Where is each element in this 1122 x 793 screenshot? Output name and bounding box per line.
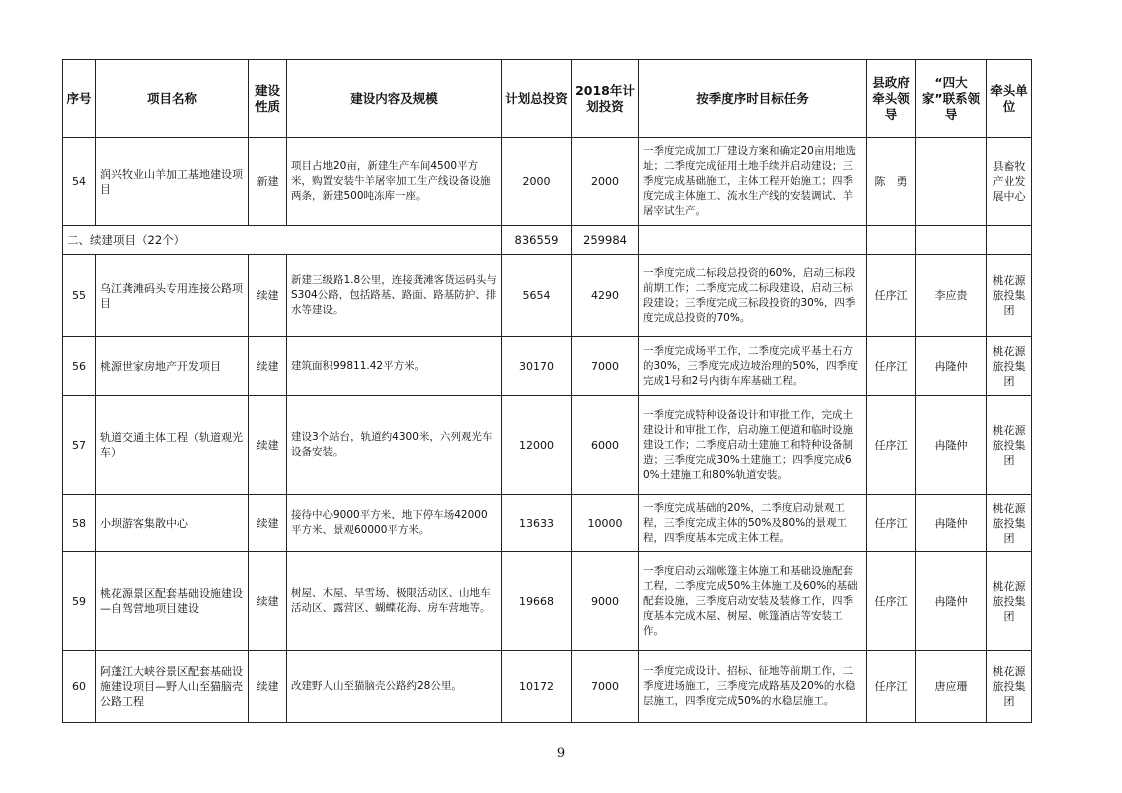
header-seq: 序号 xyxy=(63,60,96,138)
cell-four-leader: 冉隆仲 xyxy=(916,495,987,552)
cell-lead-unit: 桃花源旅投集团 xyxy=(987,255,1032,337)
cell-seq: 56 xyxy=(63,337,96,396)
cell-plan-2018: 7000 xyxy=(572,651,639,723)
cell-nature: 新建 xyxy=(249,138,287,226)
cell-tasks: 一季度完成特种设备设计和审批工作，完成土建设计和审批工作，启动施工便道和临时设施建设工作；二季度启动土建施工和特种设备制造；三季度完成30%土建施工；四季度完成60%土建施工和80%轨道安装。 xyxy=(639,396,867,495)
table-row xyxy=(63,138,1032,226)
cell-plan-total: 30170 xyxy=(502,337,572,396)
cell-plan-total: 12000 xyxy=(502,396,572,495)
header-nature: 建设性质 xyxy=(249,60,287,138)
header-plan-2018: 2018年计划投资 xyxy=(572,60,639,138)
section-label: 二、续建项目（22个） xyxy=(63,226,502,255)
table-row xyxy=(63,651,1032,723)
cell-county-leader: 任序江 xyxy=(867,255,916,337)
cell-name: 乌江龚滩码头专用连接公路项目 xyxy=(96,255,249,337)
cell-four-leader xyxy=(916,138,987,226)
cell-nature: 续建 xyxy=(249,396,287,495)
cell-plan-total: 10172 xyxy=(502,651,572,723)
cell-tasks: 一季度完成二标段总投资的60%，启动三标段前期工作；二季度完成二标段建设，启动三标段建设；三季度完成三标段投资的30%，四季度完成总投资的70%。 xyxy=(639,255,867,337)
header-four-leader: “四大家”联系领导 xyxy=(916,60,987,138)
cell-nature: 续建 xyxy=(249,255,287,337)
cell-four-leader: 唐应珊 xyxy=(916,651,987,723)
section-empty-cell xyxy=(639,226,867,255)
cell-content: 建设3个站台，轨道约4300米，六列观光车设备安装。 xyxy=(287,396,502,495)
section-empty-cell xyxy=(867,226,916,255)
cell-content: 改建野人山至猫脑壳公路约28公里。 xyxy=(287,651,502,723)
cell-plan-2018: 6000 xyxy=(572,396,639,495)
cell-name: 润兴牧业山羊加工基地建设项目 xyxy=(96,138,249,226)
cell-plan-2018: 10000 xyxy=(572,495,639,552)
cell-lead-unit: 桃花源旅投集团 xyxy=(987,495,1032,552)
cell-content: 建筑面积99811.42平方米。 xyxy=(287,337,502,396)
cell-nature: 续建 xyxy=(249,552,287,651)
cell-county-leader: 任序江 xyxy=(867,552,916,651)
cell-seq: 59 xyxy=(63,552,96,651)
cell-name: 桃源世家房地产开发项目 xyxy=(96,337,249,396)
cell-tasks: 一季度完成加工厂建设方案和确定20亩用地选址；二季度完成征用土地手续并启动建设；三季度完成基础施工，主体工程开始施工；四季度完成主体施工、流水生产线的安装调试、羊屠宰试生产。 xyxy=(639,138,867,226)
cell-county-leader: 任序江 xyxy=(867,396,916,495)
cell-four-leader: 李应贵 xyxy=(916,255,987,337)
table-row xyxy=(63,495,1032,552)
header-name: 项目名称 xyxy=(96,60,249,138)
cell-tasks: 一季度完成场平工作，二季度完成平基土石方的30%，三季度完成边坡治理的50%，四季度完成1号和2号内街车库基础工程。 xyxy=(639,337,867,396)
cell-content: 新建三级路1.8公里，连接龚滩客货运码头与S304公路，包括路基、路面、路基防护、排水等建设。 xyxy=(287,255,502,337)
cell-plan-2018: 9000 xyxy=(572,552,639,651)
cell-name: 轨道交通主体工程（轨道观光车） xyxy=(96,396,249,495)
table-row xyxy=(63,255,1032,337)
cell-seq: 55 xyxy=(63,255,96,337)
section-empty-cell xyxy=(916,226,987,255)
cell-name: 阿蓬江大峡谷景区配套基础设施建设项目—野人山至猫脑壳公路工程 xyxy=(96,651,249,723)
cell-four-leader: 冉隆仲 xyxy=(916,396,987,495)
cell-nature: 续建 xyxy=(249,495,287,552)
cell-lead-unit: 桃花源旅投集团 xyxy=(987,552,1032,651)
header-county-leader: 县政府牵头领导 xyxy=(867,60,916,138)
cell-nature: 续建 xyxy=(249,651,287,723)
cell-county-leader: 任序江 xyxy=(867,337,916,396)
cell-lead-unit: 桃花源旅投集团 xyxy=(987,396,1032,495)
cell-content: 树屋、木屋、旱雪场、极限活动区、山地车活动区、露营区、蝴蝶花海、房车营地等。 xyxy=(287,552,502,651)
section-plan-total: 836559 xyxy=(502,226,572,255)
cell-tasks: 一季度完成设计、招标、征地等前期工作，二季度进场施工，三季度完成路基及20%的水稳层施工，四季度完成50%的水稳层施工。 xyxy=(639,651,867,723)
header-row xyxy=(63,60,1032,138)
cell-tasks: 一季度完成基础的20%，二季度启动景观工程，三季度完成主体的50%及80%的景观工程，四季度基本完成主体工程。 xyxy=(639,495,867,552)
cell-plan-total: 2000 xyxy=(502,138,572,226)
header-lead-unit: 牵头单位 xyxy=(987,60,1032,138)
cell-county-leader: 陈 勇 xyxy=(867,138,916,226)
cell-nature: 续建 xyxy=(249,337,287,396)
section-row xyxy=(63,226,1032,255)
header-plan-total: 计划总投资 xyxy=(502,60,572,138)
header-tasks: 按季度序时目标任务 xyxy=(639,60,867,138)
cell-content: 项目占地20亩，新建生产车间4500平方米，购置安装牛羊屠宰加工生产线设备设施两条，新建500吨冻库一座。 xyxy=(287,138,502,226)
cell-plan-2018: 2000 xyxy=(572,138,639,226)
cell-seq: 57 xyxy=(63,396,96,495)
cell-plan-total: 5654 xyxy=(502,255,572,337)
cell-plan-total: 13633 xyxy=(502,495,572,552)
table-row xyxy=(63,396,1032,495)
cell-four-leader: 冉隆仲 xyxy=(916,337,987,396)
cell-name: 桃花源景区配套基础设施建设—自驾营地项目建设 xyxy=(96,552,249,651)
cell-county-leader: 任序江 xyxy=(867,651,916,723)
cell-content: 接待中心9000平方米、地下停车场42000平方米、景观60000平方米。 xyxy=(287,495,502,552)
project-table xyxy=(62,59,1032,723)
cell-county-leader: 任序江 xyxy=(867,495,916,552)
cell-seq: 60 xyxy=(63,651,96,723)
section-plan-2018: 259984 xyxy=(572,226,639,255)
cell-plan-total: 19668 xyxy=(502,552,572,651)
table-row xyxy=(63,552,1032,651)
cell-lead-unit: 县畜牧产业发展中心 xyxy=(987,138,1032,226)
cell-plan-2018: 7000 xyxy=(572,337,639,396)
header-content: 建设内容及规模 xyxy=(287,60,502,138)
cell-four-leader: 冉隆仲 xyxy=(916,552,987,651)
cell-seq: 58 xyxy=(63,495,96,552)
cell-lead-unit: 桃花源旅投集团 xyxy=(987,651,1032,723)
table-row xyxy=(63,337,1032,396)
cell-lead-unit: 桃花源旅投集团 xyxy=(987,337,1032,396)
cell-tasks: 一季度启动云端帐篷主体施工和基础设施配套工程，二季度完成50%主体施工及60%的基础配套设施，三季度启动安装及装修工作，四季度基本完成木屋、树屋、帐篷酒店等安装工作。 xyxy=(639,552,867,651)
page-number: 9 xyxy=(556,746,566,761)
cell-plan-2018: 4290 xyxy=(572,255,639,337)
cell-name: 小坝游客集散中心 xyxy=(96,495,249,552)
cell-seq: 54 xyxy=(63,138,96,226)
section-empty-cell xyxy=(987,226,1032,255)
